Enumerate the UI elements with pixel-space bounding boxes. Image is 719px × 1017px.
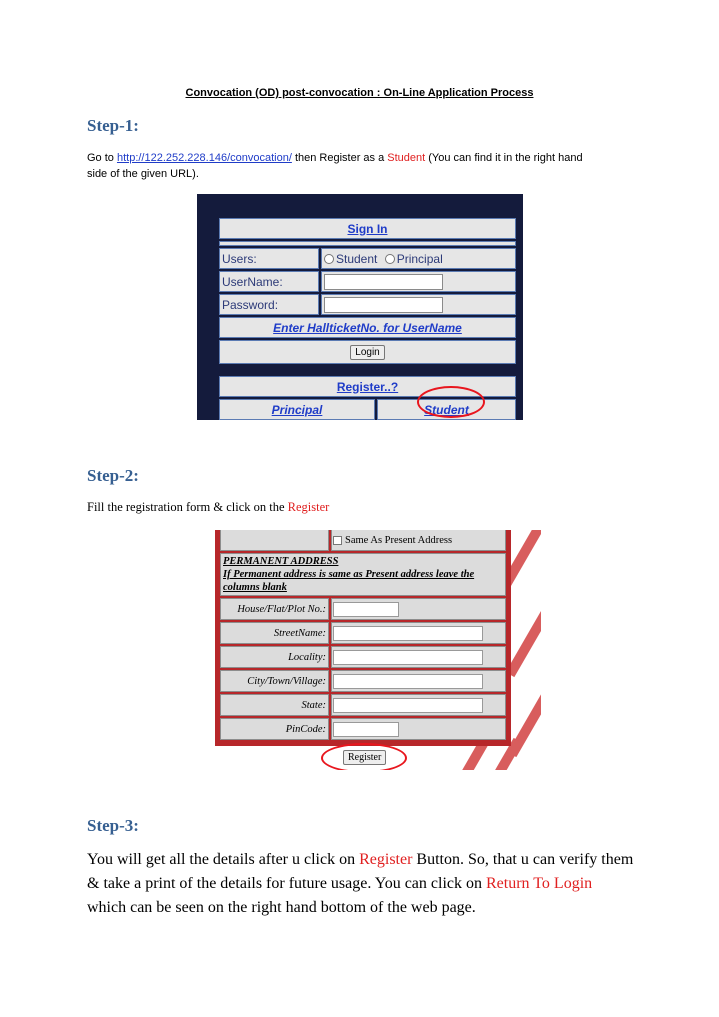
step3-p3: which can be seen on the right hand bottom of the web page. xyxy=(87,899,476,916)
users-options xyxy=(321,248,516,269)
username-input[interactable] xyxy=(324,274,443,290)
pincode-label: PinCode: xyxy=(220,718,329,740)
locality-label: Locality: xyxy=(220,646,329,668)
principal-link[interactable]: Principal xyxy=(219,399,375,420)
house-label: House/Flat/Plot No.: xyxy=(220,598,329,620)
student-radio[interactable] xyxy=(324,254,334,264)
step2-register-highlight: Register xyxy=(287,500,330,514)
step3-text xyxy=(87,848,635,920)
street-input[interactable] xyxy=(333,626,483,641)
registration-form-frame xyxy=(215,530,511,746)
username-cell xyxy=(321,271,516,292)
pincode-cell xyxy=(331,718,506,740)
password-cell xyxy=(321,294,516,315)
registration-form xyxy=(218,530,508,742)
step2-heading: Step-2: xyxy=(87,466,139,485)
city-label: City/Town/Village: xyxy=(220,670,329,692)
perm-title: PERMANENT ADDRESS xyxy=(223,556,339,567)
username-label: UserName: xyxy=(219,271,319,292)
sign-in-header: Sign In xyxy=(219,218,516,239)
student-option-label: Student xyxy=(336,251,378,266)
locality-cell xyxy=(331,646,506,668)
password-label: Password: xyxy=(219,294,319,315)
same-as-present-cell xyxy=(331,530,506,551)
step3-register-highlight: Register xyxy=(359,851,413,868)
perm-note: If Permanent address is same as Present address leave the columns blank xyxy=(223,569,475,593)
house-input[interactable] xyxy=(333,602,399,617)
empty-cell xyxy=(220,530,329,551)
step3-p2: Button. So, that u can verify them & take a print of the details for future usage. You can click on xyxy=(87,851,634,892)
login-screenshot xyxy=(197,194,523,420)
step1-rest1: (You can find it in the right hand xyxy=(425,152,583,164)
step3-return-highlight: Return To Login xyxy=(486,875,593,892)
users-label: Users: xyxy=(219,248,319,269)
pincode-input[interactable] xyxy=(333,722,399,737)
step1-heading: Step-1: xyxy=(87,116,139,135)
step1-text xyxy=(87,150,647,182)
convocation-url-link[interactable]: http://122.252.228.146/convocation/ xyxy=(116,152,292,164)
step1-student-highlight: Student xyxy=(387,152,426,164)
step1-goto: Go to xyxy=(87,152,117,164)
locality-input[interactable] xyxy=(333,650,483,665)
login-button[interactable]: Login xyxy=(350,345,384,360)
student-link[interactable]: Student xyxy=(377,399,516,420)
street-cell xyxy=(331,622,506,644)
register-link[interactable]: Register..? xyxy=(219,376,516,397)
login-button-cell xyxy=(219,340,516,364)
step2-text-main: Fill the registration form & click on the xyxy=(87,500,288,514)
same-as-present-label: Same As Present Address xyxy=(345,534,453,546)
step1-rest2: side of the given URL). xyxy=(87,168,199,180)
city-cell xyxy=(331,670,506,692)
principal-radio[interactable] xyxy=(385,254,395,264)
password-input[interactable] xyxy=(324,297,443,313)
principal-option-label: Principal xyxy=(396,251,443,266)
login-form xyxy=(217,216,518,366)
step2-text xyxy=(87,500,329,515)
city-input[interactable] xyxy=(333,674,483,689)
register-highlight-circle xyxy=(321,743,407,770)
permanent-address-header xyxy=(220,553,506,596)
registration-screenshot xyxy=(213,530,541,770)
state-label: State: xyxy=(220,694,329,716)
divider xyxy=(219,241,516,246)
step1-mid: then Register as a xyxy=(291,152,388,164)
state-cell xyxy=(331,694,506,716)
student-highlight-circle xyxy=(417,386,485,418)
same-as-present-checkbox[interactable] xyxy=(333,536,342,545)
step3-heading: Step-3: xyxy=(87,816,139,835)
street-label: StreetName: xyxy=(220,622,329,644)
state-input[interactable] xyxy=(333,698,483,713)
step3-p1: You will get all the details after u click on xyxy=(87,851,360,868)
document-title: Convocation (OD) post-convocation : On-Line Application Process xyxy=(185,87,534,99)
house-cell xyxy=(331,598,506,620)
hallticket-note: Enter HallticketNo. for UserName xyxy=(219,317,516,338)
register-button[interactable]: Register xyxy=(343,750,386,765)
